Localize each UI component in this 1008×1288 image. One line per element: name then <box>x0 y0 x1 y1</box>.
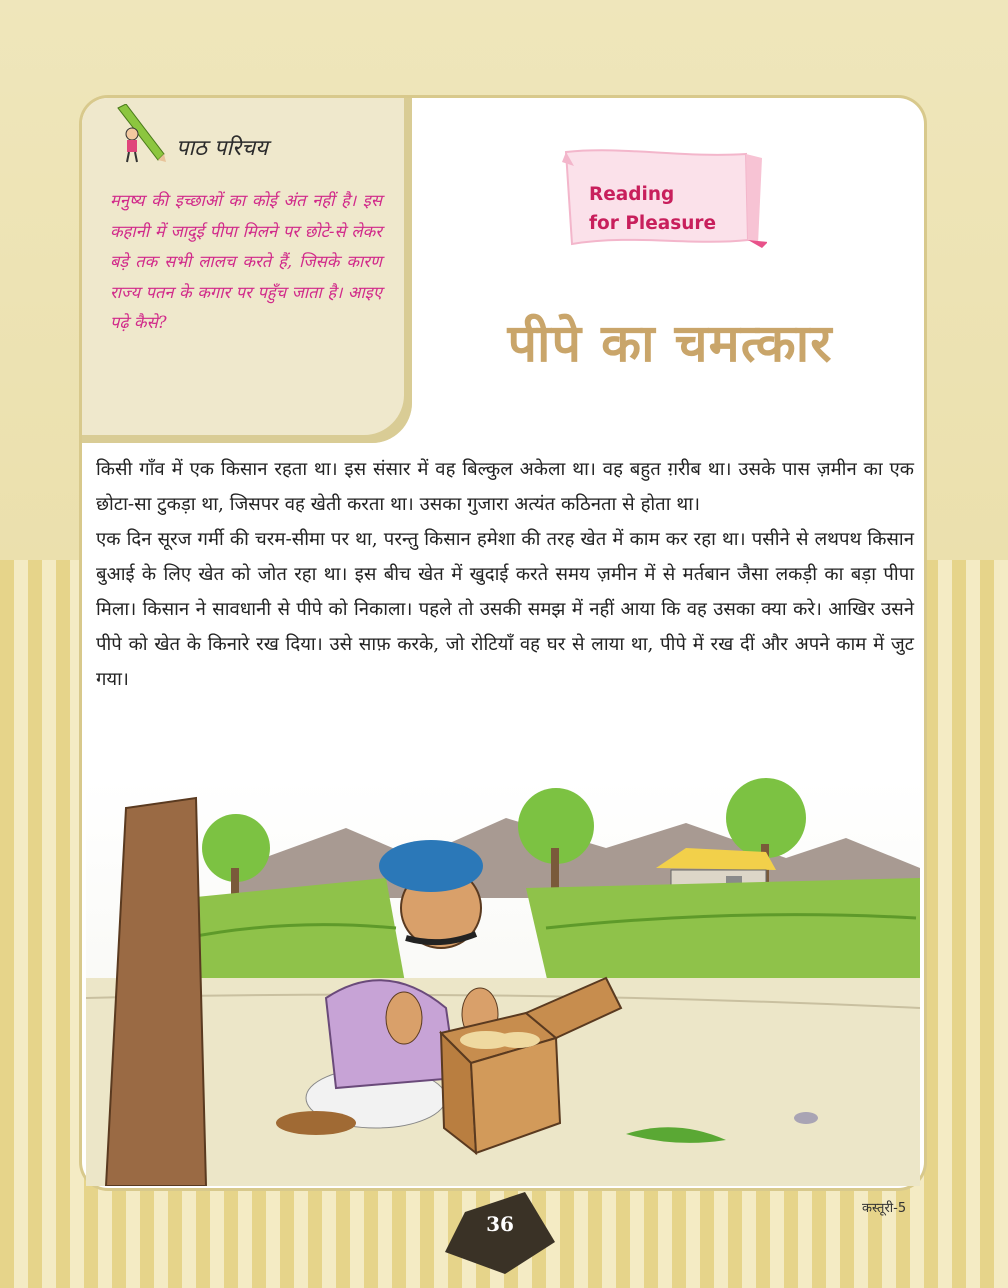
ribbon-line-2: for Pleasure <box>589 213 717 234</box>
intro-text: मनुष्य की इच्छाओं का कोई अंत नहीं है। इस कहानी में जादुई पीपा मिलने पर छोटे-से लेकर बड़े तक सभी लालच करते हैं, जिसके कारण राज्य पतन के कगार पर पहुँच जाता है। आइए पढ़े कैसे? <box>110 191 382 332</box>
paragraph-2: एक दिन सूरज गर्मी की चरम-सीमा पर था, परन्तु किसान हमेशा की तरह खेत में काम कर रहा था। पसीने से लथपथ किसान बुआई के लिए खेत को जोत रहा था। इस बीच खेत में खुदाई करते समय ज़मीन में से मर्तबान जैसा लकड़ी का बड़ा पीपा मिला। किसान ने सावधानी से पीपे को निकाला। पहले तो उसकी समझ में नहीं आया कि वह उसका क्या करे। आखिर उसने पीपे को खेत के किनारे रख दिया। उसे साफ़ करके, जो रोटियाँ वह घर से लाया था, पीपे में रख दीं और अपने काम में जुट गया। <box>96 529 914 690</box>
intro-heading: पाठ परिचय <box>176 136 268 161</box>
ribbon-line-1: Reading <box>589 184 675 205</box>
paragraph-1: किसी गाँव में एक किसान रहता था। इस संसार में वह बिल्कुल अकेला था। वह बहुत ग़रीब था। उसके पास ज़मीन का एक छोटा-सा टुकड़ा था, जिसपर वह खेती करता था। उसका गुजारा अत्यंत कठिनता से होता था। <box>96 459 914 515</box>
story-title: पीपे का चमत्कार <box>507 313 833 374</box>
reading-for-pleasure-label <box>589 180 716 238</box>
pencil-girl-icon <box>112 104 168 164</box>
page-number: 36 <box>486 1212 514 1236</box>
book-label: कस्तूरी-5 <box>862 1201 907 1216</box>
farmer-illustration <box>86 778 920 1186</box>
story-body <box>96 452 914 697</box>
